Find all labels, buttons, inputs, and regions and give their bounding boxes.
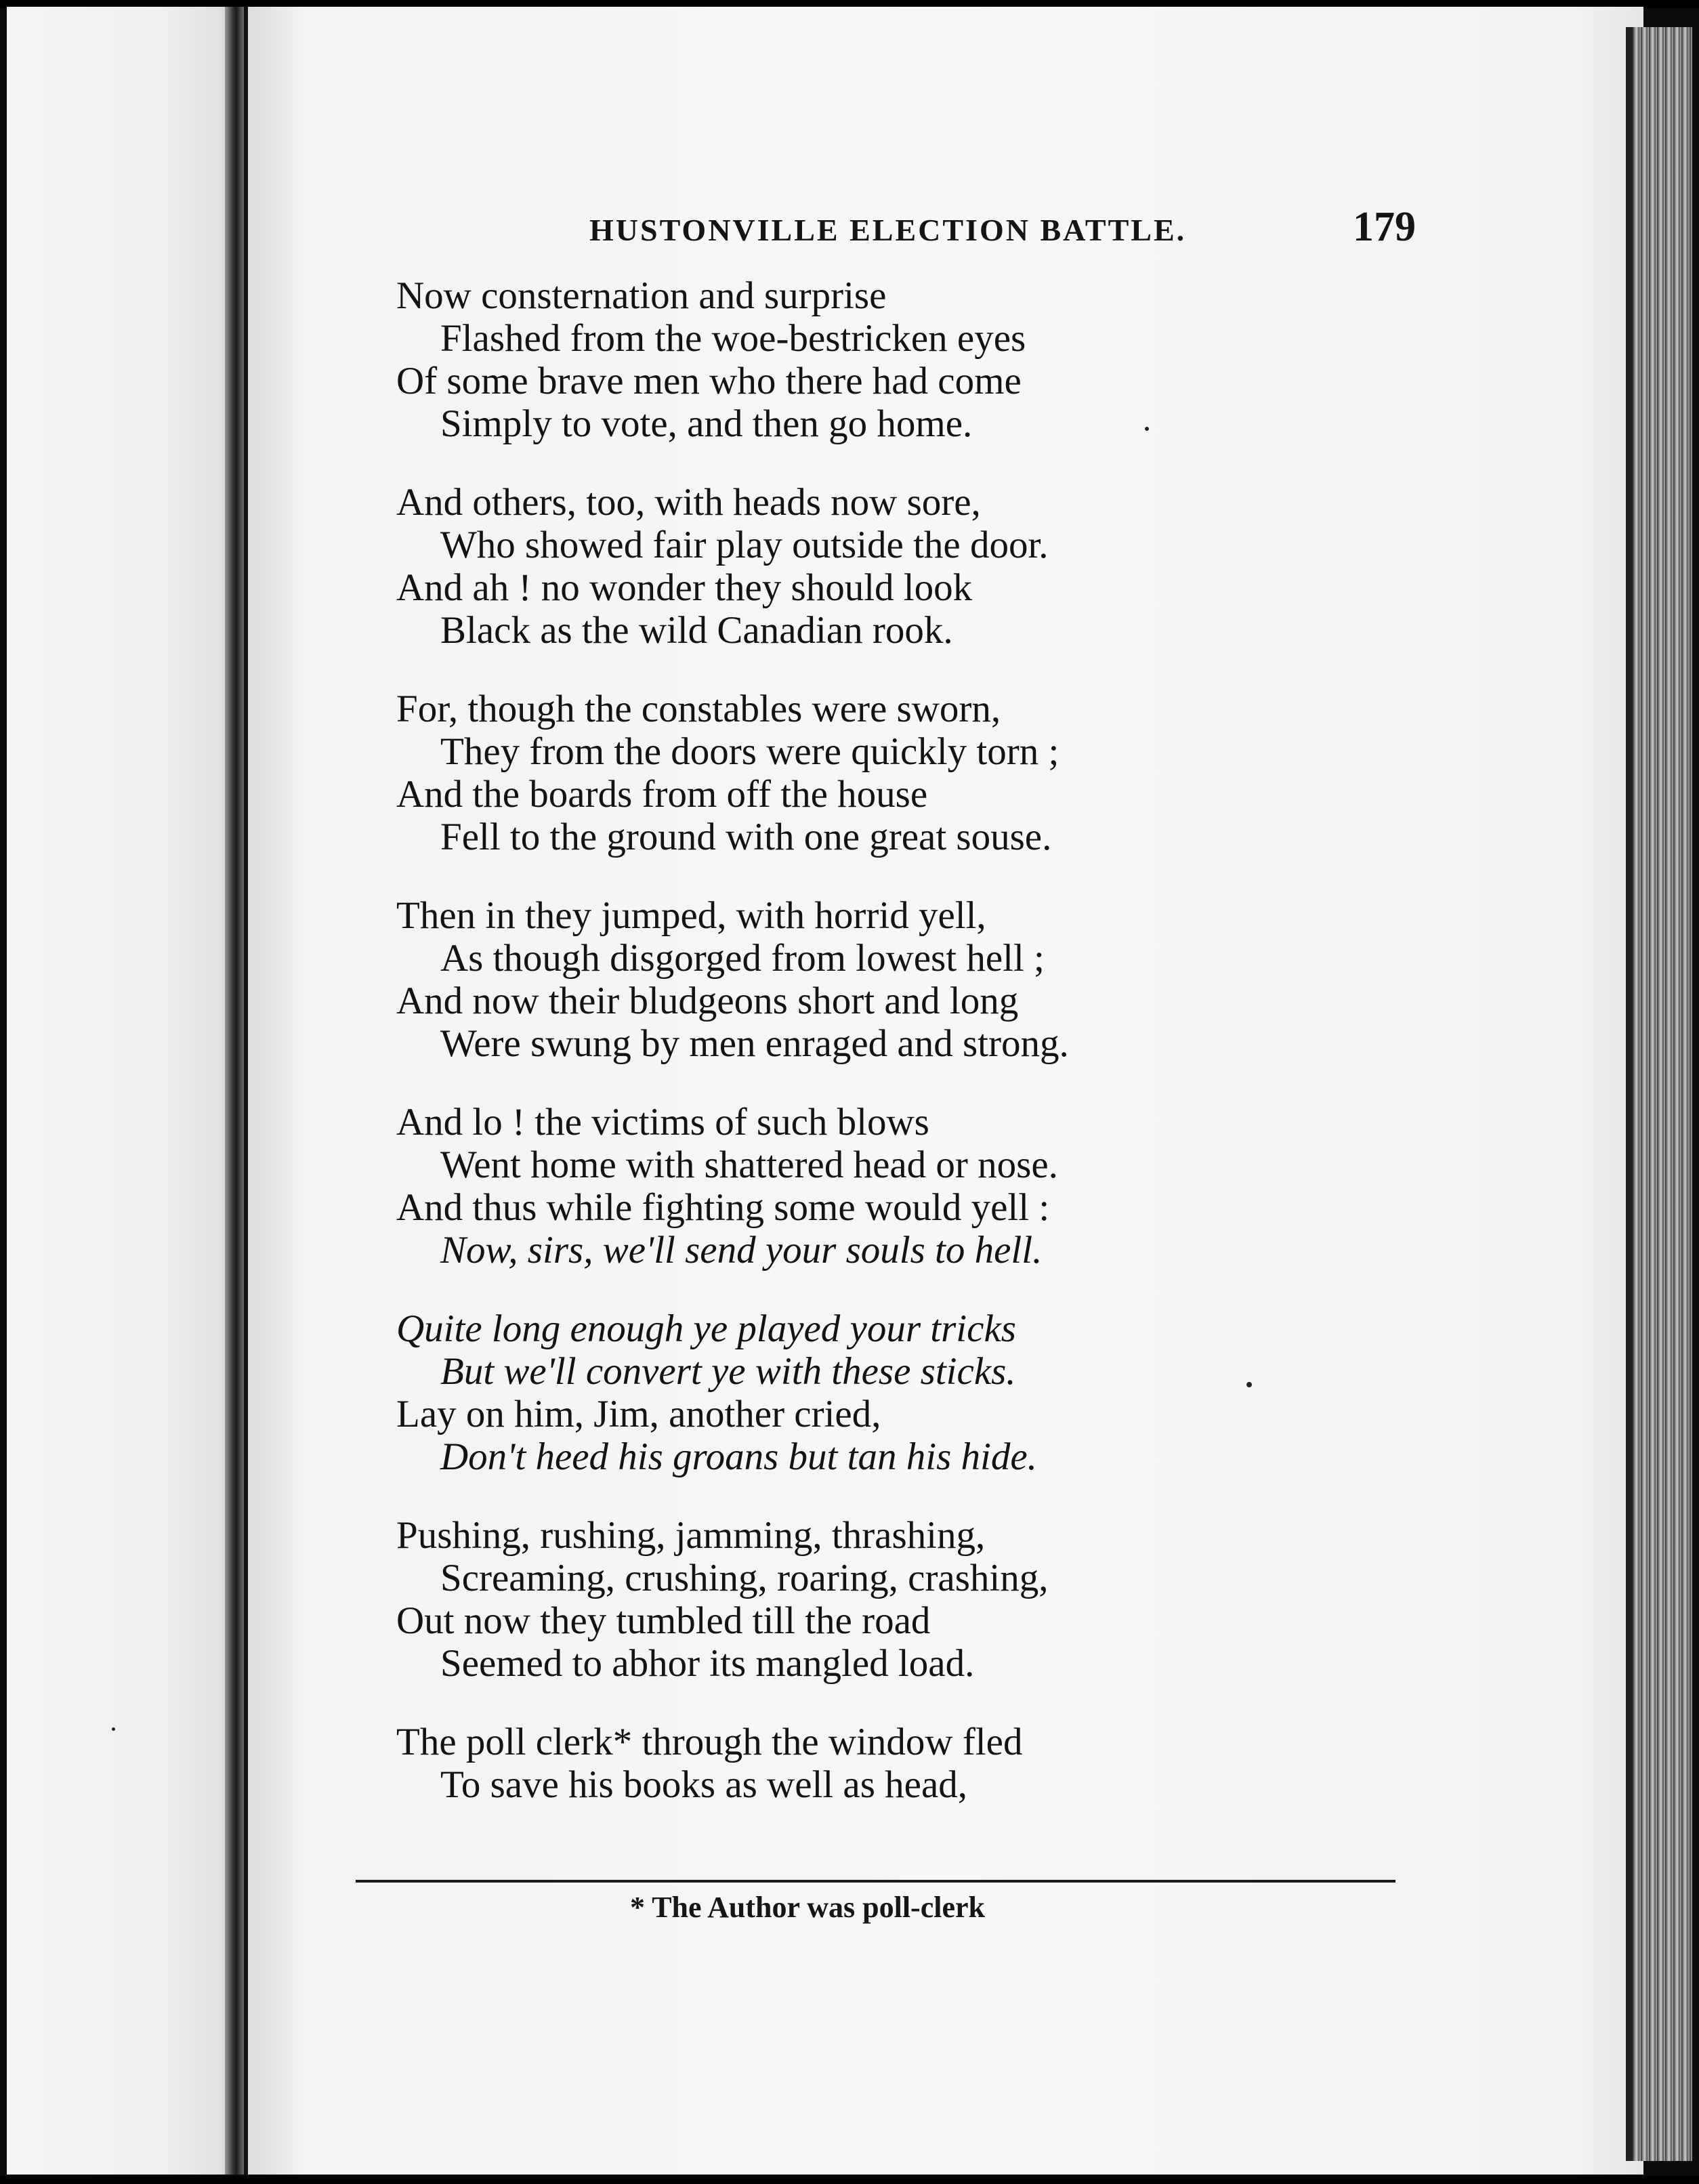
left-page [7, 7, 230, 2175]
scan-border-bottom [0, 2176, 1699, 2184]
poem-line: And others, too, with heads now sore, [396, 481, 981, 524]
page-number: 179 [1353, 204, 1416, 250]
poem-line: Don't heed his groans but tan his hide. [440, 1435, 1037, 1478]
poem [396, 274, 1277, 1842]
poem-line: Screaming, crushing, roaring, crashing, [440, 1557, 1049, 1599]
stanza [396, 688, 1277, 858]
poem-line: Lay on him, Jim, another cried, [396, 1393, 881, 1435]
poem-line: To save his books as well as head, [440, 1763, 968, 1806]
page-header [589, 203, 1416, 257]
poem-line: As though disgorged from lowest hell ; [440, 937, 1045, 980]
poem-line: And the boards from off the house [396, 773, 928, 816]
poem-line: Now, sirs, we'll send your souls to hell. [440, 1229, 1043, 1272]
footnote-rule [356, 1880, 1396, 1883]
poem-line: Flashed from the woe-bestricken eyes [440, 317, 1026, 360]
poem-line: For, though the constables were sworn, [396, 688, 1001, 730]
poem-line: And ah ! no wonder they should look [396, 566, 973, 609]
poem-line: And lo ! the victims of such blows [396, 1101, 929, 1143]
footnote: * The Author was poll-clerk [630, 1891, 985, 1924]
poem-line: Then in they jumped, with horrid yell, [396, 894, 986, 937]
poem-line: Went home with shattered head or nose. [440, 1143, 1058, 1186]
print-speck [1246, 1382, 1252, 1387]
page-edges [1633, 27, 1692, 2161]
poem-line: Out now they tumbled till the road [396, 1599, 931, 1642]
poem-line: They from the doors were quickly torn ; [440, 730, 1060, 773]
poem-line: And now their bludgeons short and long [396, 980, 1019, 1022]
poem-line: Now consternation and surprise [396, 274, 887, 317]
stanza [396, 1101, 1277, 1272]
poem-line: Seemed to abhor its mangled load. [440, 1642, 975, 1685]
print-speck [112, 1727, 115, 1731]
poem-line: Fell to the ground with one great souse. [440, 816, 1052, 858]
stanza [396, 481, 1277, 652]
poem-line: The poll clerk* through the window fled [396, 1721, 1023, 1763]
poem-line: Who showed fair play outside the door. [440, 524, 1049, 566]
running-head: HUSTONVILLE ELECTION BATTLE. [589, 213, 1187, 247]
poem-line: Simply to vote, and then go home. [440, 402, 973, 445]
poem-line: Pushing, rushing, jamming, thrashing, [396, 1514, 986, 1557]
stanza [396, 894, 1277, 1065]
book-gutter [225, 7, 244, 2175]
stanza [396, 274, 1277, 445]
poem-line: Quite long enough ye played your tricks [396, 1307, 1016, 1350]
poem-line: Were swung by men enraged and strong. [440, 1022, 1069, 1065]
stanza [396, 1514, 1277, 1685]
stanza [396, 1307, 1277, 1478]
poem-line: Black as the wild Canadian rook. [440, 609, 953, 652]
print-speck [1145, 427, 1149, 431]
poem-line: But we'll convert ye with these sticks. [440, 1350, 1016, 1393]
stanza [396, 1721, 1277, 1806]
poem-line: Of some brave men who there had come [396, 360, 1022, 402]
poem-line: And thus while fighting some would yell : [396, 1186, 1050, 1229]
